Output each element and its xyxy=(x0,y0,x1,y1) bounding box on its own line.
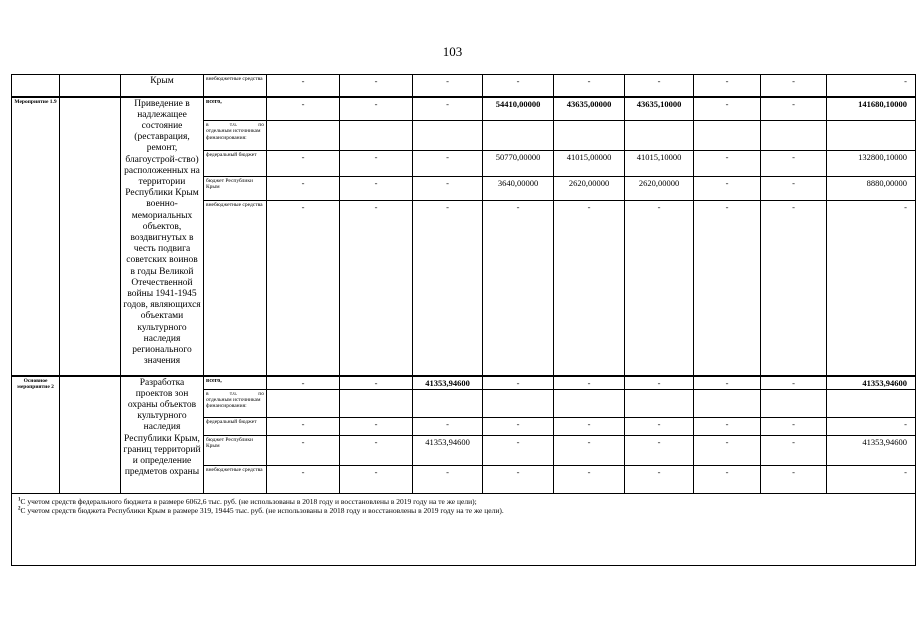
value-cell xyxy=(267,121,340,151)
value-cell: - xyxy=(340,435,413,465)
value-cell: - xyxy=(554,376,625,390)
value-cell: 2620,00000 xyxy=(554,177,625,201)
source-label-rest: отдельным источникам финансирования: xyxy=(206,396,261,410)
source-label-word: по xyxy=(258,390,264,397)
value-cell: - xyxy=(554,75,625,97)
table-row xyxy=(12,97,916,121)
value-cell: - xyxy=(827,465,916,493)
value-cell xyxy=(625,121,694,151)
value-cell: - xyxy=(694,97,761,121)
value-cell: 132800,10000 xyxy=(827,151,916,177)
value-cell: - xyxy=(267,465,340,493)
value-cell xyxy=(694,121,761,151)
value-cell: 141680,10000 xyxy=(827,97,916,121)
value-cell xyxy=(483,389,554,417)
value-cell: - xyxy=(267,376,340,390)
source-label-word: в xyxy=(206,122,209,128)
budget-table xyxy=(11,74,916,566)
value-cell xyxy=(340,389,413,417)
value-cell: - xyxy=(340,75,413,97)
measure-name: Приведение в надлежащее состояние (реставрация, ремонт, благоустрой-ство) расположенных на территории Республики Крым военно-мемориальных объектов, воздвигнутых в честь подвига советских воинов в годы Великой Отечественной войны 1941-1945 годов, являющихся объектами культурного наследия регионального значения xyxy=(121,97,204,376)
source-label-word: по xyxy=(258,122,264,128)
value-cell: - xyxy=(267,177,340,201)
source-label-rest: отдельным источникам финансирования: xyxy=(206,128,261,141)
value-cell: 41353,94600 xyxy=(413,435,483,465)
value-cell: - xyxy=(625,417,694,435)
source-label-word: т.ч. xyxy=(229,122,238,128)
value-cell: 3640,00000 xyxy=(483,177,554,201)
table-row xyxy=(12,376,916,390)
source-label: внебюджетные средства xyxy=(204,201,267,376)
value-cell: - xyxy=(413,417,483,435)
value-cell: - xyxy=(340,465,413,493)
value-cell: - xyxy=(694,177,761,201)
value-cell: - xyxy=(827,417,916,435)
value-cell xyxy=(340,121,413,151)
value-cell: - xyxy=(483,201,554,376)
page-number: 103 xyxy=(442,44,463,59)
measure-name: Разработка проектов зон охраны объектов культурного наследия Республики Крым, границ территорий и определение предметов охраны xyxy=(121,376,204,494)
value-cell: 41015,10000 xyxy=(625,151,694,177)
value-cell: 41353,94600 xyxy=(413,376,483,390)
value-cell: 43635,10000 xyxy=(625,97,694,121)
value-cell: 43635,00000 xyxy=(554,97,625,121)
value-cell xyxy=(554,389,625,417)
source-label xyxy=(204,389,267,417)
value-cell: - xyxy=(267,417,340,435)
value-cell: - xyxy=(827,201,916,376)
table-row xyxy=(12,75,916,97)
value-cell: 41015,00000 xyxy=(554,151,625,177)
source-label: внебюджетные средства xyxy=(204,75,267,97)
value-cell: - xyxy=(267,201,340,376)
value-cell: - xyxy=(625,201,694,376)
value-cell: 54410,00000 xyxy=(483,97,554,121)
value-cell: - xyxy=(267,97,340,121)
value-cell xyxy=(413,389,483,417)
value-cell xyxy=(694,389,761,417)
value-cell: - xyxy=(625,435,694,465)
value-cell: - xyxy=(340,376,413,390)
value-cell: - xyxy=(761,97,827,121)
source-label: всего, xyxy=(204,97,267,121)
value-cell: - xyxy=(554,417,625,435)
value-cell: 2620,00000 xyxy=(625,177,694,201)
footnote-mark: 2 xyxy=(18,506,21,512)
value-cell: - xyxy=(413,151,483,177)
value-cell: - xyxy=(483,465,554,493)
value-cell: - xyxy=(827,75,916,97)
value-cell: - xyxy=(554,435,625,465)
value-cell: - xyxy=(694,465,761,493)
value-cell: - xyxy=(694,435,761,465)
value-cell: - xyxy=(483,75,554,97)
value-cell: - xyxy=(413,177,483,201)
value-cell: - xyxy=(267,435,340,465)
value-cell: - xyxy=(761,177,827,201)
value-cell xyxy=(413,121,483,151)
footnote xyxy=(18,497,909,507)
empty-cell xyxy=(60,97,121,376)
source-label: бюджет Республики Крым xyxy=(204,435,267,465)
source-label: федеральный бюджет xyxy=(204,151,267,177)
value-cell: - xyxy=(413,201,483,376)
value-cell: - xyxy=(267,151,340,177)
value-cell: - xyxy=(267,75,340,97)
value-cell: - xyxy=(761,465,827,493)
measure-code: Мероприятие 1.9 xyxy=(12,97,60,376)
value-cell xyxy=(761,389,827,417)
value-cell: - xyxy=(340,97,413,121)
value-cell: - xyxy=(625,465,694,493)
empty-cell xyxy=(60,376,121,494)
value-cell: - xyxy=(694,417,761,435)
value-cell: - xyxy=(340,151,413,177)
value-cell: 8880,00000 xyxy=(827,177,916,201)
value-cell: 41353,94600 xyxy=(827,376,916,390)
value-cell: - xyxy=(761,75,827,97)
value-cell: - xyxy=(483,417,554,435)
source-label-word: в xyxy=(206,390,209,397)
source-label: федеральный бюджет xyxy=(204,417,267,435)
value-cell xyxy=(554,121,625,151)
source-label: бюджет Республики Крым xyxy=(204,177,267,201)
value-cell: - xyxy=(761,376,827,390)
footnote-text: С учетом средств федерального бюджета в размере 6062,6 тыс. руб. (не использованы в 2018 году и восстановлены в 2019 году на те же цели); xyxy=(20,496,477,506)
source-label: внебюджетные средства xyxy=(204,465,267,493)
footnote-text: С учетом средств бюджета Республики Крым в размере 319, 19445 тыс. руб. (не использованы в 2018 году и восстановлены в 2019 году на те же цели). xyxy=(20,506,504,516)
measure-code: Основное мероприятие 2 xyxy=(12,376,60,494)
value-cell xyxy=(761,121,827,151)
value-cell: - xyxy=(554,465,625,493)
value-cell: 50770,00000 xyxy=(483,151,554,177)
footnote-mark: 1 xyxy=(18,497,21,502)
footnote xyxy=(18,506,909,516)
value-cell: 41353,94600 xyxy=(827,435,916,465)
value-cell: - xyxy=(483,435,554,465)
value-cell xyxy=(625,389,694,417)
value-cell: - xyxy=(625,75,694,97)
value-cell: - xyxy=(413,75,483,97)
value-cell: - xyxy=(761,417,827,435)
value-cell xyxy=(267,389,340,417)
footnotes xyxy=(12,493,916,565)
value-cell: - xyxy=(761,151,827,177)
value-cell: - xyxy=(694,376,761,390)
source-label: всего, xyxy=(204,376,267,390)
value-cell: - xyxy=(340,417,413,435)
value-cell: - xyxy=(340,201,413,376)
value-cell: - xyxy=(761,201,827,376)
value-cell: - xyxy=(694,75,761,97)
empty-cell xyxy=(60,75,121,97)
value-cell: - xyxy=(694,151,761,177)
value-cell: - xyxy=(761,435,827,465)
source-label-word: т.ч. xyxy=(229,390,238,397)
value-cell: - xyxy=(413,97,483,121)
table-body xyxy=(12,75,916,566)
value-cell: - xyxy=(554,201,625,376)
value-cell: - xyxy=(413,465,483,493)
footnotes-row xyxy=(12,493,916,565)
value-cell: - xyxy=(483,376,554,390)
value-cell: - xyxy=(340,177,413,201)
measure-name-continued: Крым xyxy=(121,75,204,97)
value-cell: - xyxy=(694,201,761,376)
source-label xyxy=(204,121,267,151)
value-cell xyxy=(827,389,916,417)
value-cell xyxy=(827,121,916,151)
code-cell xyxy=(12,75,60,97)
value-cell: - xyxy=(625,376,694,390)
value-cell xyxy=(483,121,554,151)
